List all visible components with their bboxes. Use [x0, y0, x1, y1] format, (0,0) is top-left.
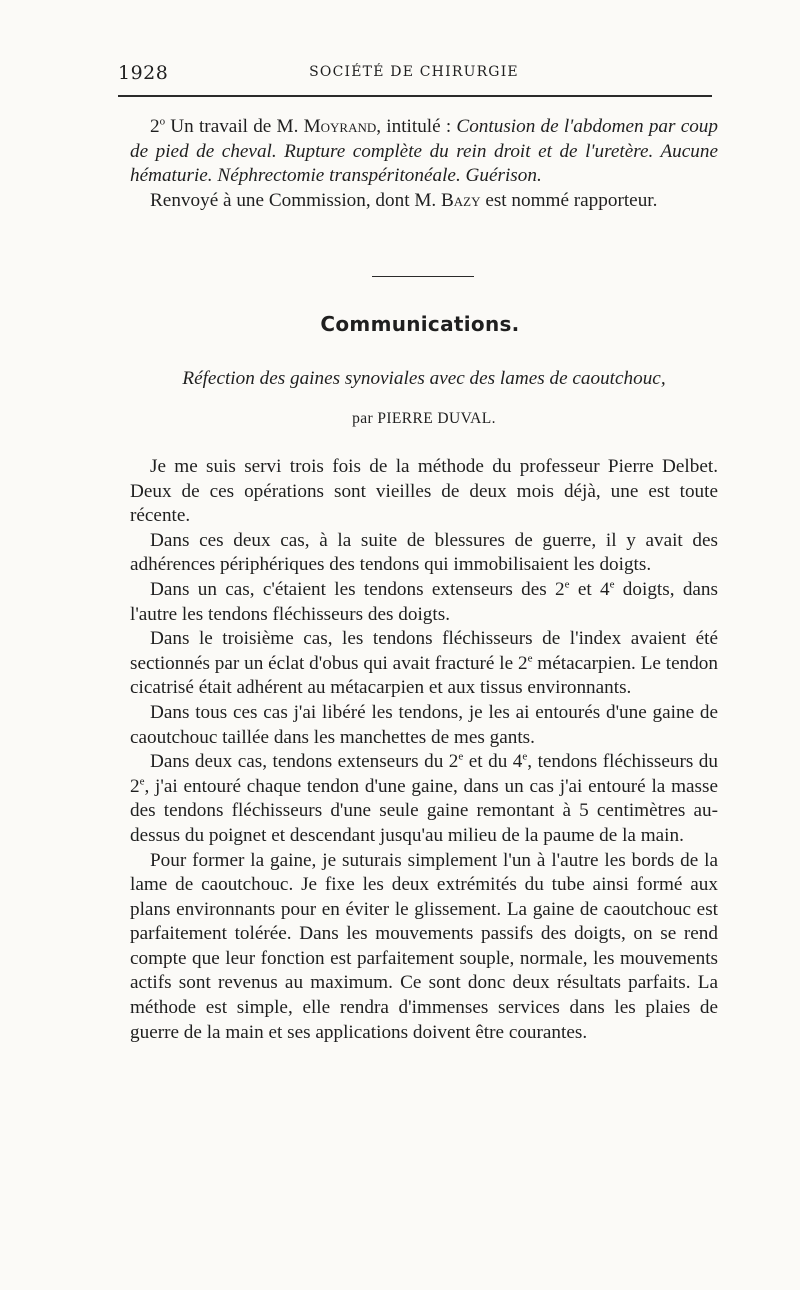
referral-text-b: est nommé rapporteur. — [480, 189, 658, 211]
section-heading: Communications. — [320, 312, 520, 336]
ordinal-sup: e — [564, 578, 570, 591]
text-run: doigts, dans l'autre les tendons fléchisseurs des doigts. — [130, 578, 718, 625]
running-title: SOCIÉTÉ DE CHIRURGIE — [309, 64, 519, 80]
item-number-ordinal: o — [159, 115, 166, 128]
text-run: , j'ai entouré chaque tendon d'une gaine, dans un cas j'ai entouré la masse des tendons fléchisseurs d'une seule gaine remontant à 5 centimètres au-dessus du poignet et descendant jusqu'au milieu de la paume de la main. — [130, 775, 718, 846]
referral-decision — [130, 189, 718, 214]
referral-notice — [130, 115, 718, 213]
header-rule — [118, 95, 712, 97]
article-title: Réfection des gaines synoviales avec des lames de caoutchouc, — [182, 368, 666, 389]
paragraph: Dans ces deux cas, à la suite de blessures de guerre, il y avait des adhérences périphériques des tendons qui immobilisaient les doigts. — [130, 529, 718, 576]
page-number: 1928 — [118, 62, 169, 84]
text-run: , tendons fléchisseurs du 2 — [130, 751, 718, 797]
paragraph — [130, 627, 718, 701]
author-name: Moyrand — [303, 116, 377, 137]
ordinal-sup: e — [609, 578, 615, 591]
paragraph — [130, 750, 718, 848]
text-run: et 4 — [569, 578, 610, 600]
referral-text-a: Renvoyé à une Commission, dont M. — [150, 189, 441, 211]
section-divider — [372, 276, 474, 277]
work-title: Contusion de l'abdomen par coup de pied de cheval. Rupture complète du rein droit et de l'uretère. Aucune hématurie. Néphrectomie transpéritonéale. Guérison. — [130, 116, 718, 187]
text-run: Dans deux cas, tendons extenseurs du 2 — [150, 751, 459, 773]
item-number: 2 — [150, 116, 160, 137]
text-run: Dans un cas, c'étaient les tendons extenseurs des 2 — [150, 578, 565, 600]
ordinal-sup: e — [522, 750, 528, 763]
article-body — [130, 455, 718, 1045]
paragraph — [130, 578, 718, 627]
rapporteur-name: Bazy — [441, 189, 481, 211]
ordinal-sup: e — [458, 750, 464, 763]
paragraph: Je me suis servi trois fois de la méthode du professeur Pierre Delbet. Deux de ces opérations sont vieilles de deux mois déjà, une est toute récente. — [130, 456, 718, 527]
text-run: métacarpien. Le tendon cicatrisé était adhérent au métacarpien et aux tissus environnants. — [130, 652, 718, 699]
paragraph: Dans tous ces cas j'ai libéré les tendons, je les ai entourés d'une gaine de caoutchouc taillée dans les manchettes de mes gants. — [130, 701, 718, 748]
ordinal-sup: e — [527, 652, 533, 665]
text-run: Dans le troisième cas, les tendons fléchisseurs de l'index avaient été sectionnés par un éclat d'obus qui avait fracturé le 2 — [130, 628, 718, 674]
item-text-b: , intitulé : — [376, 116, 457, 137]
ordinal-sup: e — [139, 775, 145, 788]
text-run: et du 4 — [463, 751, 523, 773]
referral-item — [130, 115, 718, 189]
item-text-a: Un travail de M. — [165, 116, 304, 137]
article-byline: par PIERRE DUVAL. — [352, 410, 496, 427]
paragraph: Pour former la gaine, je suturais simplement l'un à l'autre les bords de la lame de caoutchouc. Je fixe les deux extrémités du tube ainsi formé aux plans environnants pour en éviter le glissement. La gaine de caoutchouc est parfaitement tolérée. Dans les mouvements passifs des doigts, on se rend compte que leur fonction est parfaitement souple, normale, les mouvements actifs sont revenus au maximum. Ce sont donc deux résultats parfaits. La méthode est simple, elle rendra d'immenses services dans les plaies de guerre de la main et ses applications doivent être courantes. — [130, 849, 718, 1043]
running-head — [116, 58, 712, 86]
